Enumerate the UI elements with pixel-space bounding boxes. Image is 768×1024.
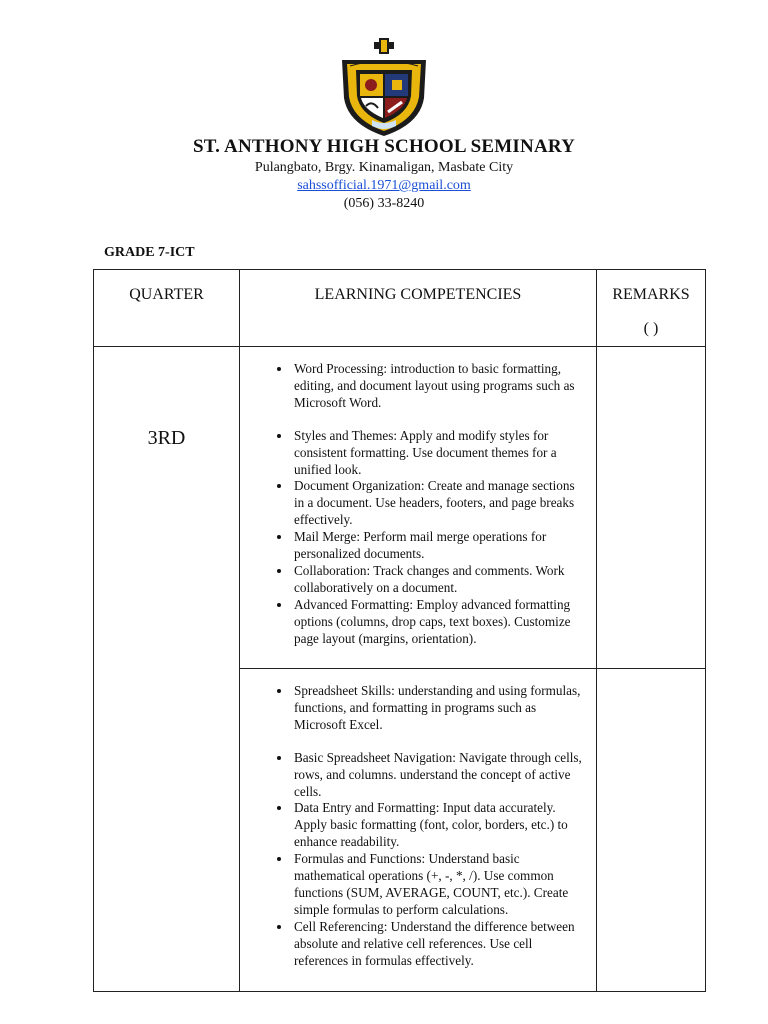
- list-item: • Formulas and Functions: Understand basic mathematical operations (+, -, *, /). Use common functions (SUM, AVERAGE, COUNT, etc.). Create simple formulas to perform calculations.: [292, 851, 588, 919]
- header-learning-competencies: LEARNING COMPETENCIES: [240, 270, 597, 347]
- header-quarter: QUARTER: [94, 270, 240, 347]
- list-item: • Styles and Themes: Apply and modify styles for consistent formatting. Use document themes for a unified look.: [292, 428, 588, 479]
- list-item: • Cell Referencing: Understand the difference between absolute and relative cell references. Use cell references in formulas effectively.: [292, 919, 588, 970]
- school-crest-logo: [336, 36, 432, 138]
- grade-label: GRADE 7-ICT: [104, 245, 195, 260]
- header-remarks: REMARKS ( ): [597, 270, 706, 347]
- school-email-link[interactable]: sahssofficial.1971@gmail.com: [297, 178, 471, 193]
- list-item: • Mail Merge: Perform mail merge operations for personalized documents.: [292, 529, 588, 563]
- competency-group-word-processing: [240, 347, 597, 669]
- school-name: ST. ANTHONY HIGH SCHOOL SEMINARY: [192, 136, 576, 157]
- list-item: • Spreadsheet Skills: understanding and using formulas, functions, and formatting in programs such as Microsoft Excel.: [292, 683, 588, 734]
- list-item: • Data Entry and Formatting: Input data accurately. Apply basic formatting (font, color, borders, etc.) to enhance readability.: [292, 800, 588, 851]
- table-row: [94, 347, 706, 669]
- list-item: • Document Organization: Create and manage sections in a document. Use headers, footers, and page breaks effectively.: [292, 478, 588, 529]
- competency-group-spreadsheet: [240, 669, 597, 992]
- quarter-cell: 3RD: [94, 347, 240, 992]
- school-address: Pulangbato, Brgy. Kinamaligan, Masbate City: [254, 160, 514, 175]
- list-item: • Word Processing: introduction to basic formatting, editing, and document layout using programs such as Microsoft Word.: [292, 361, 588, 412]
- list-item: • Advanced Formatting: Employ advanced formatting options (columns, drop caps, text boxes). Customize page layout (margins, orientation).: [292, 597, 588, 648]
- table-header-row: [94, 270, 706, 347]
- list-item: • Basic Spreadsheet Navigation: Navigate through cells, rows, and columns. understand the concept of active cells.: [292, 750, 588, 801]
- school-phone: (056) 33-8240: [343, 196, 425, 211]
- list-item: • Collaboration: Track changes and comments. Work collaboratively on a document.: [292, 563, 588, 597]
- remarks-cell: [597, 347, 706, 669]
- remarks-cell: [597, 669, 706, 992]
- remarks-parentheses: ( ): [643, 320, 659, 337]
- competencies-table: [93, 269, 706, 992]
